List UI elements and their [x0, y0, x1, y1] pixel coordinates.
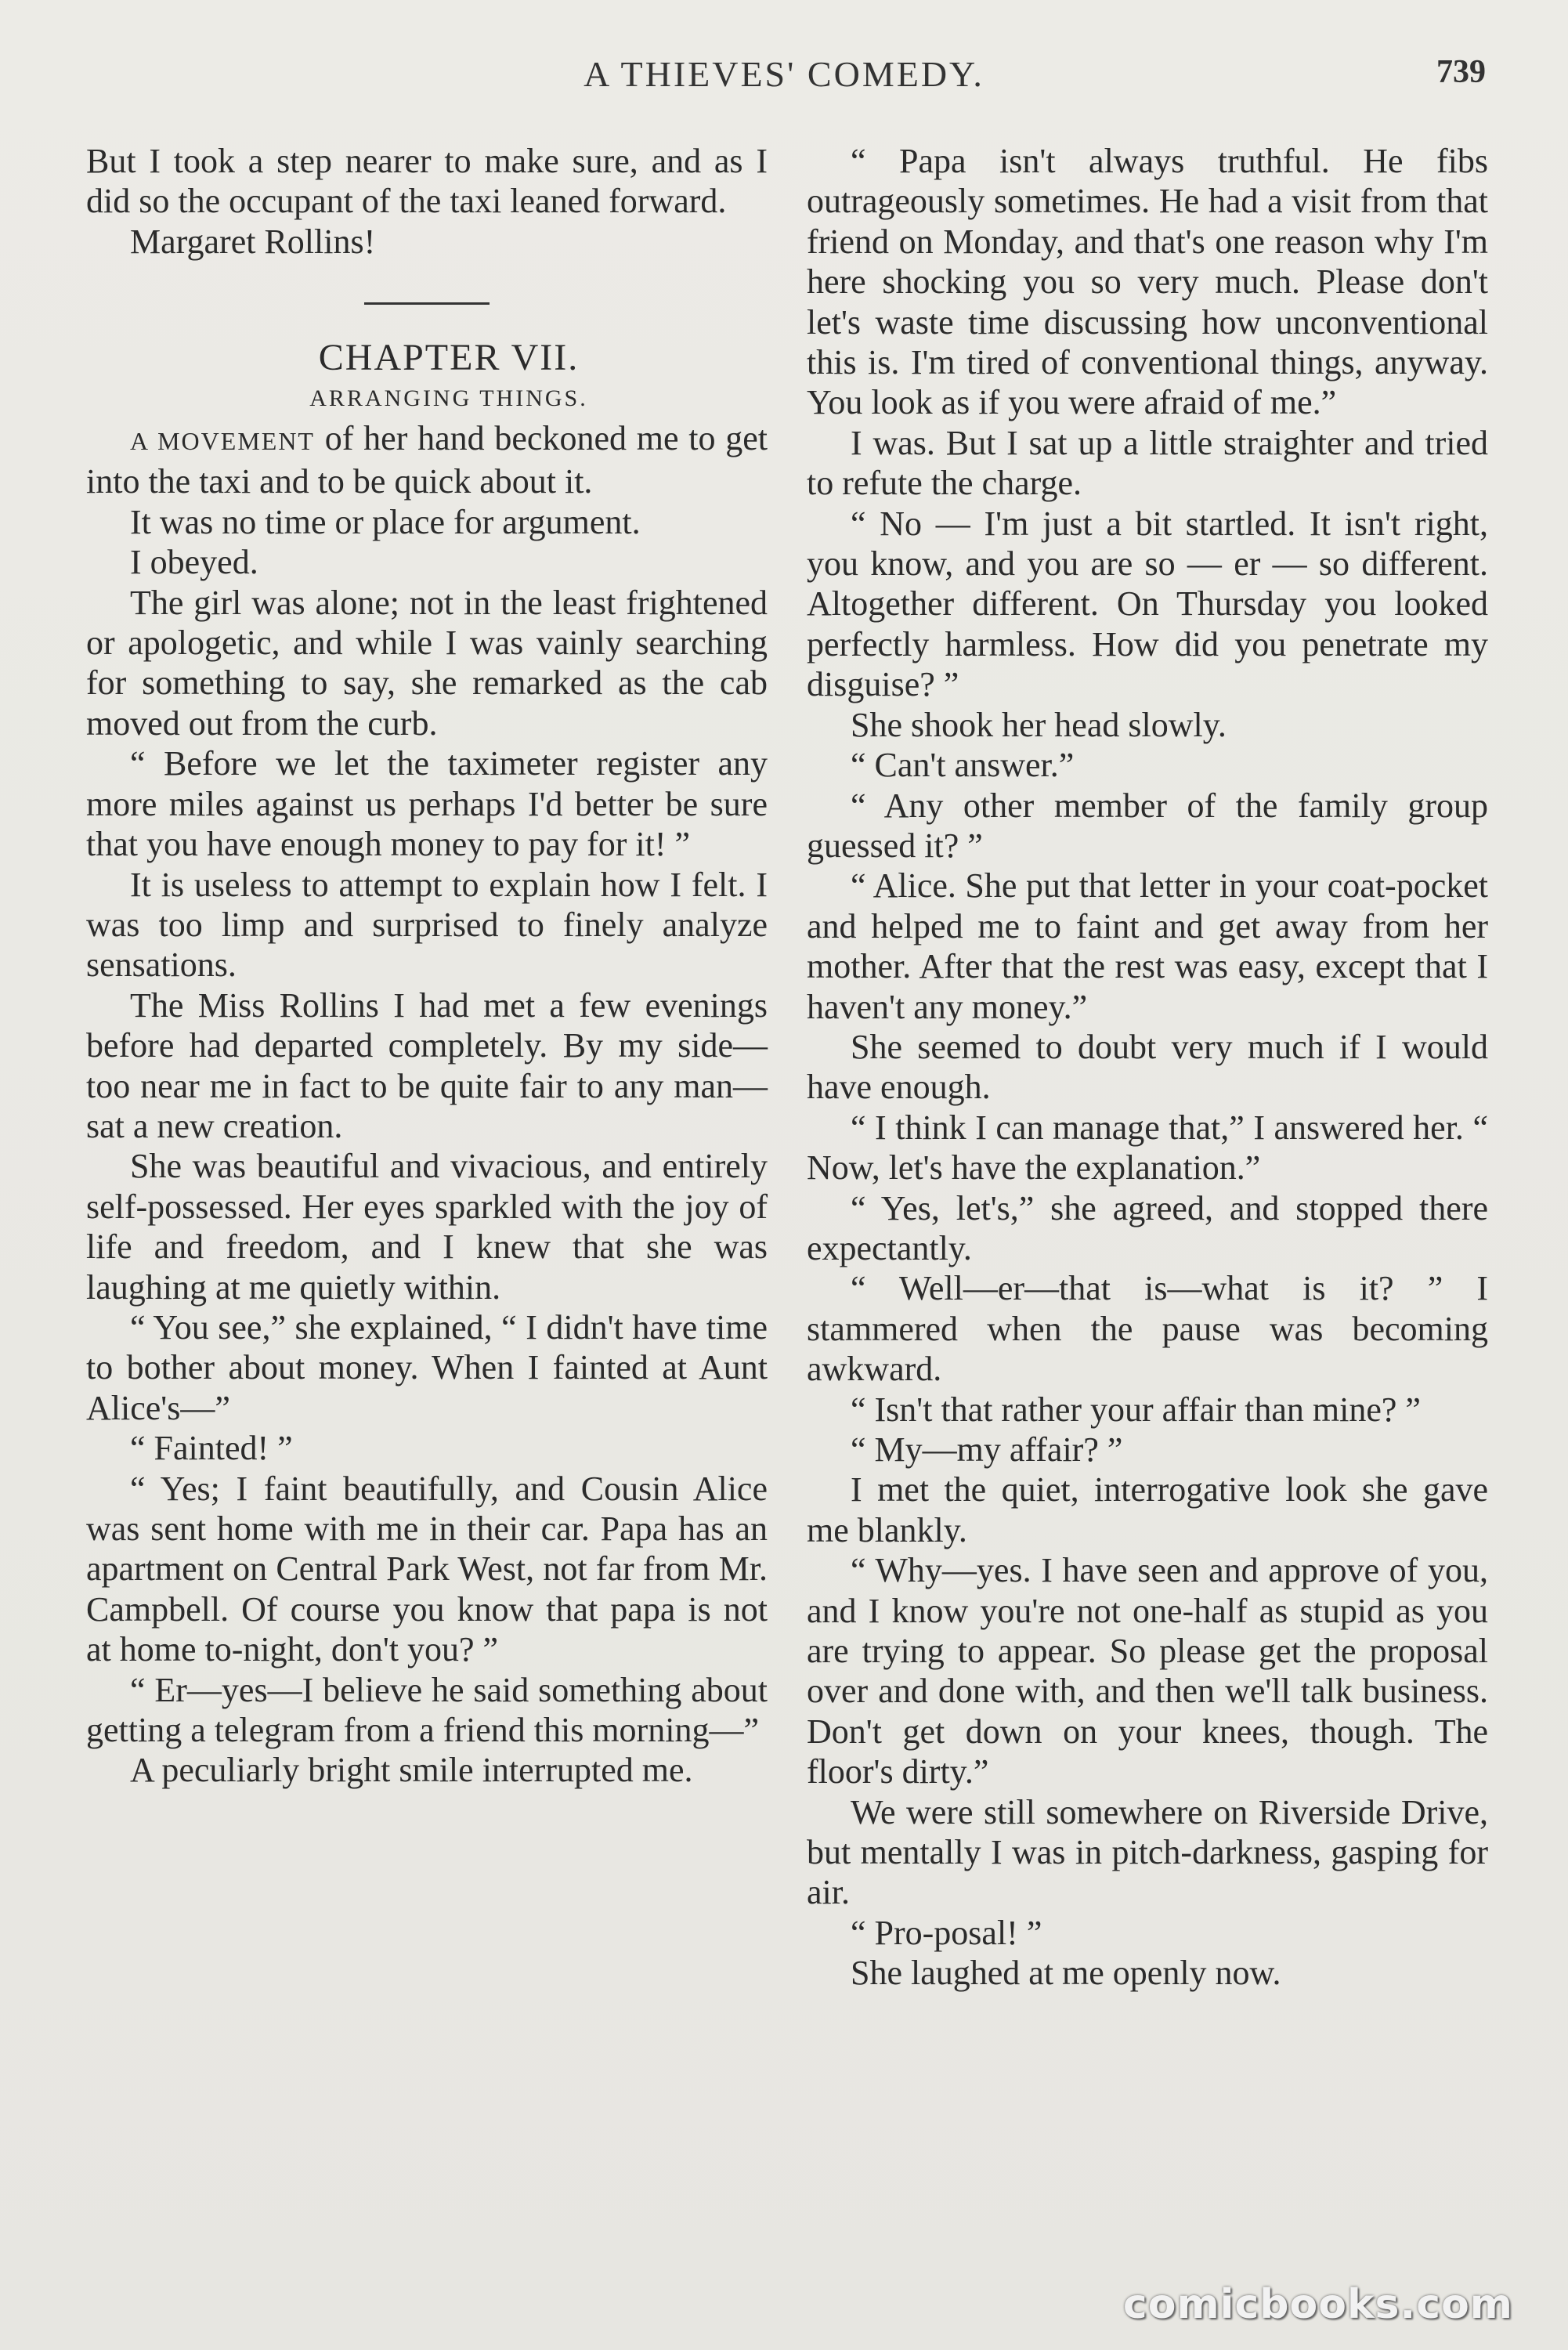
paragraph: “ Er—yes—I believe he said something about getting a telegram from a friend this morning—”: [86, 1670, 768, 1750]
left-intro-paragraphs: [86, 141, 768, 262]
paragraph: “ Isn't that rather your affair than mine? ”: [851, 1390, 1421, 1429]
paragraph: I was. But I sat up a little straighter and tried to refute the charge.: [807, 423, 1488, 503]
paragraph: “ Fainted! ”: [130, 1429, 293, 1468]
paragraph: “ Well—er—that is—what is it? ” I stammered when the pause was becoming awkward.: [807, 1269, 1488, 1389]
running-title: A THIEVES' COMEDY.: [583, 54, 985, 94]
chapter-opening-paragraph: [86, 418, 768, 502]
paragraph: “ I think I can manage that,” I answered her. “ Now, let's have the explanation.”: [807, 1108, 1488, 1188]
paragraph: “ Yes; I faint beautifully, and Cousin Alice was sent home with me in their car. Papa has an apartment on Central Park West, not far from Mr. Campbell. Of course you know that papa is not at home to-night, don't you? ”: [86, 1469, 768, 1669]
left-body-paragraphs: [86, 502, 768, 1791]
paragraph: It was no time or place for argument.: [130, 502, 641, 541]
chapter-title: CHAPTER VII.: [318, 337, 580, 379]
paragraph: I met the quiet, interrogative look she gave me blankly.: [807, 1470, 1488, 1549]
paragraph: “ Before we let the taximeter register any more miles against us perhaps I'd better be sure that you have enough money to pay for it! ”: [86, 744, 768, 864]
paragraph: We were still somewhere on Riverside Drive, but mentally I was in pitch-darkness, gasping for air.: [807, 1792, 1488, 1912]
paragraph: “ No — I'm just a bit startled. It isn't right, you know, and you are so — er — so different. Altogether different. On Thursday you looked perfectly harmless. How did you penetrate my disguise? ”: [807, 504, 1488, 704]
paragraph: Margaret Rollins!: [130, 222, 376, 261]
watermark: comicbooks.com: [1122, 2281, 1513, 2328]
right-column: [807, 141, 1488, 1994]
chapter-subtitle: ARRANGING THINGS.: [309, 385, 588, 411]
paragraph: The Miss Rollins I had met a few evenings before had departed completely. By my side—too near me in fact to be quite fair to any man—sat a new creation.: [86, 985, 768, 1145]
paragraph: She seemed to doubt very much if I would have enough.: [807, 1027, 1488, 1107]
paragraph: She was beautiful and vivacious, and entirely self-possessed. Her eyes sparkled with the joy of life and freedom, and I knew that she was laughing at me quietly within.: [86, 1147, 768, 1307]
paragraph: “ Can't answer.”: [851, 746, 1075, 785]
opening-rest: of her hand beckoned me to get into the taxi and to be quick about it.: [86, 419, 768, 501]
paragraph: The girl was alone; not in the least frightened or apologetic, and while I was vainly searching for something to say, she remarked as the cab moved out from the curb.: [86, 583, 768, 743]
paragraph: It is useless to attempt to explain how I felt. I was too limp and surprised to finely analyze sensations.: [86, 865, 768, 985]
left-column: [86, 141, 768, 1791]
page-number: 739: [1436, 54, 1486, 90]
paragraph: “ Why—yes. I have seen and approve of you, and I know you're not one-half as stupid as you are trying to appear. So please get the proposal over and done with, and then we'll talk business. Don't get down on your knees, though. The floor's dirty.”: [807, 1551, 1488, 1791]
right-body-paragraphs: [807, 141, 1488, 1994]
paragraph: “ You see,” she explained, “ I didn't have time to bother about money. When I fainted at Aunt Alice's—”: [86, 1307, 768, 1427]
paragraph: “ Alice. She put that letter in your coat-pocket and helped me to faint and get away from her mother. After that the rest was easy, except that I haven't any money.”: [807, 866, 1488, 1026]
paragraph: “ Yes, let's,” she agreed, and stopped there expectantly.: [807, 1188, 1488, 1267]
opening-small-caps: A MOVEMENT: [130, 427, 315, 456]
section-divider: [364, 302, 490, 305]
paragraph: She shook her head slowly.: [851, 705, 1227, 744]
paragraph: “ Pro-posal! ”: [851, 1913, 1042, 1952]
paragraph: “ Any other member of the family group guessed it? ”: [807, 786, 1488, 865]
paragraph: She laughed at me openly now.: [851, 1954, 1281, 1993]
paragraph: But I took a step nearer to make sure, and as I did so the occupant of the taxi leaned forward.: [86, 142, 768, 221]
paragraph: “ My—my affair? ”: [851, 1430, 1123, 1469]
paragraph: I obeyed.: [130, 543, 258, 582]
running-head: [0, 53, 1568, 108]
paragraph: “ Papa isn't always truthful. He fibs outrageously sometimes. He had a visit from that friend on Monday, and that's one reason why I'm here shocking you so very much. Please don't let's waste time discussing how unconventional this is. I'm tired of conventional things, anyway. You look as if you were afraid of me.”: [807, 142, 1488, 422]
paragraph: A peculiarly bright smile interrupted me.: [130, 1751, 693, 1790]
